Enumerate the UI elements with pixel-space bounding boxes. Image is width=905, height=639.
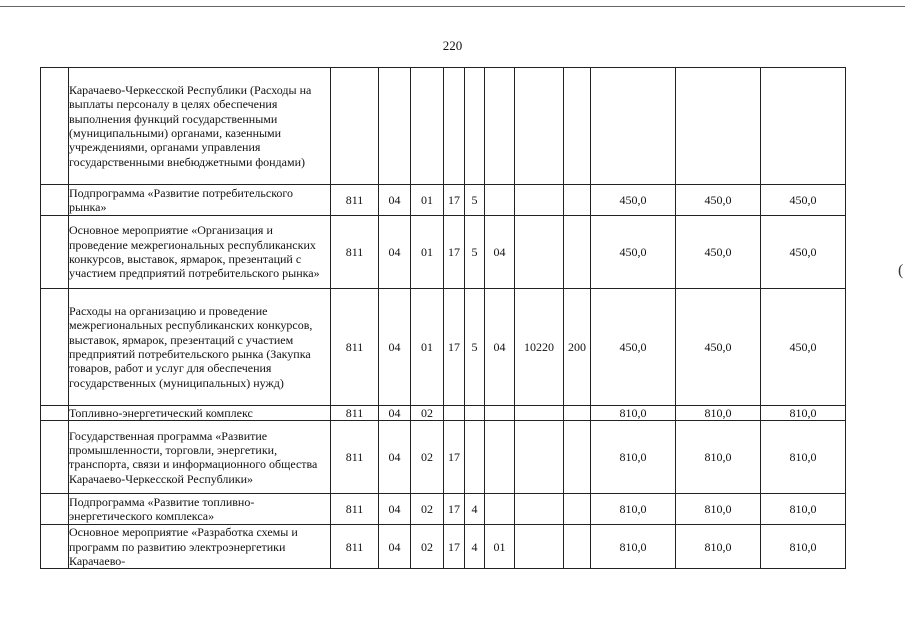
code-cell-c1: 811 — [331, 289, 379, 406]
code-cell-c5: 4 — [465, 494, 485, 525]
code-cell-c4: 17 — [444, 494, 465, 525]
code-cell-c3: 02 — [411, 421, 444, 494]
table-row — [41, 68, 846, 185]
row-name-cell: Подпрограмма «Развитие топливно-энергетического комплекса» — [69, 494, 331, 525]
code-cell-c8 — [564, 525, 591, 569]
amount-cell-a3: 810,0 — [761, 406, 846, 421]
page-number: 220 — [442, 38, 463, 53]
code-cell-c5 — [465, 406, 485, 421]
amount-cell-a2 — [676, 68, 761, 185]
code-cell-c6 — [485, 68, 515, 185]
code-cell-c4: 17 — [444, 421, 465, 494]
code-cell-c8: 200 — [564, 289, 591, 406]
code-cell-c3: 01 — [411, 185, 444, 216]
code-cell-c3: 02 — [411, 406, 444, 421]
table-row — [41, 216, 846, 289]
amount-cell-a2: 810,0 — [676, 494, 761, 525]
row-name-cell: Государственная программа «Развитие промышленности, торговли, энергетики, транспорта, связи и информационного общества Карачаево-Черкесской Республики» — [69, 421, 331, 494]
amount-cell-a3: 810,0 — [761, 525, 846, 569]
table-row — [41, 525, 846, 569]
amount-cell-a1: 450,0 — [591, 289, 676, 406]
code-cell-c4: 17 — [444, 289, 465, 406]
code-cell-c7 — [515, 525, 564, 569]
code-cell-c5 — [465, 68, 485, 185]
code-cell-c4: 17 — [444, 525, 465, 569]
amount-cell-a2: 450,0 — [676, 185, 761, 216]
amount-cell-a1 — [591, 68, 676, 185]
row-number-cell — [41, 68, 69, 185]
table-row — [41, 421, 846, 494]
code-cell-c3: 01 — [411, 216, 444, 289]
code-cell-c1 — [331, 68, 379, 185]
amount-cell-a3: 810,0 — [761, 421, 846, 494]
amount-cell-a1: 450,0 — [591, 216, 676, 289]
code-cell-c2: 04 — [379, 494, 411, 525]
amount-cell-a2: 450,0 — [676, 289, 761, 406]
row-number-cell — [41, 406, 69, 421]
code-cell-c6: 01 — [485, 525, 515, 569]
row-name-cell: Основное мероприятие «Разработка схемы и программ по развитию электроэнергетики Карачаево- — [69, 525, 331, 569]
row-number-cell — [41, 185, 69, 216]
code-cell-c5: 5 — [465, 185, 485, 216]
amount-cell-a2: 810,0 — [676, 525, 761, 569]
code-cell-c7 — [515, 216, 564, 289]
row-name-cell: Карачаево-Черкесской Республики (Расходы на выплаты персоналу в целях обеспечения выполнения функций государственными (муниципальными) органами, казенными учреждениями, органами управления государственными внебюджетными фондами) — [69, 68, 331, 185]
code-cell-c2: 04 — [379, 185, 411, 216]
code-cell-c1: 811 — [331, 185, 379, 216]
code-cell-c5: 5 — [465, 216, 485, 289]
code-cell-c6 — [485, 406, 515, 421]
margin-bracket-mark: ( — [898, 262, 904, 279]
row-number-cell — [41, 421, 69, 494]
code-cell-c7: 10220 — [515, 289, 564, 406]
amount-cell-a3: 450,0 — [761, 289, 846, 406]
row-number-cell — [41, 216, 69, 289]
code-cell-c6: 04 — [485, 289, 515, 406]
code-cell-c6: 04 — [485, 216, 515, 289]
code-cell-c8 — [564, 68, 591, 185]
amount-cell-a3: 450,0 — [761, 185, 846, 216]
amount-cell-a2: 810,0 — [676, 421, 761, 494]
code-cell-c2: 04 — [379, 289, 411, 406]
code-cell-c8 — [564, 216, 591, 289]
code-cell-c2: 04 — [379, 406, 411, 421]
code-cell-c8 — [564, 494, 591, 525]
code-cell-c4: 17 — [444, 185, 465, 216]
code-cell-c7 — [515, 421, 564, 494]
code-cell-c5: 5 — [465, 289, 485, 406]
amount-cell-a3 — [761, 68, 846, 185]
code-cell-c4 — [444, 68, 465, 185]
row-name-cell: Топливно-энергетический комплекс — [69, 406, 331, 421]
code-cell-c1: 811 — [331, 525, 379, 569]
table-row — [41, 185, 846, 216]
code-cell-c2: 04 — [379, 525, 411, 569]
top-border-line — [0, 6, 905, 7]
budget-table — [40, 67, 846, 569]
amount-cell-a1: 810,0 — [591, 494, 676, 525]
code-cell-c3: 02 — [411, 494, 444, 525]
amount-cell-a3: 450,0 — [761, 216, 846, 289]
amount-cell-a1: 450,0 — [591, 185, 676, 216]
code-cell-c7 — [515, 494, 564, 525]
code-cell-c4 — [444, 406, 465, 421]
code-cell-c2: 04 — [379, 421, 411, 494]
row-number-cell — [41, 289, 69, 406]
table-row — [41, 406, 846, 421]
amount-cell-a1: 810,0 — [591, 421, 676, 494]
row-name-cell: Основное мероприятие «Организация и проведение межрегиональных республиканских конкурсов, выставок, ярмарок, презентаций с участием предприятий потребительского рынка» — [69, 216, 331, 289]
code-cell-c8 — [564, 406, 591, 421]
code-cell-c5: 4 — [465, 525, 485, 569]
code-cell-c2 — [379, 68, 411, 185]
code-cell-c6 — [485, 421, 515, 494]
code-cell-c6 — [485, 494, 515, 525]
code-cell-c8 — [564, 421, 591, 494]
code-cell-c5 — [465, 421, 485, 494]
amount-cell-a1: 810,0 — [591, 525, 676, 569]
code-cell-c7 — [515, 406, 564, 421]
code-cell-c4: 17 — [444, 216, 465, 289]
code-cell-c6 — [485, 185, 515, 216]
code-cell-c1: 811 — [331, 421, 379, 494]
amount-cell-a1: 810,0 — [591, 406, 676, 421]
row-number-cell — [41, 494, 69, 525]
code-cell-c2: 04 — [379, 216, 411, 289]
code-cell-c3 — [411, 68, 444, 185]
table-row — [41, 289, 846, 406]
code-cell-c7 — [515, 185, 564, 216]
code-cell-c3: 02 — [411, 525, 444, 569]
code-cell-c8 — [564, 185, 591, 216]
row-name-cell: Подпрограмма «Развитие потребительского рынка» — [69, 185, 331, 216]
code-cell-c3: 01 — [411, 289, 444, 406]
budget-table-body — [41, 68, 846, 569]
amount-cell-a2: 450,0 — [676, 216, 761, 289]
code-cell-c1: 811 — [331, 406, 379, 421]
table-row — [41, 494, 846, 525]
code-cell-c1: 811 — [331, 494, 379, 525]
row-name-cell: Расходы на организацию и проведение межрегиональных республиканских конкурсов, выставок, ярмарок, презентаций с участием предприятий потребительского рынка (Закупка товаров, работ и услуг для обеспечения государственных (муниципальных) нужд) — [69, 289, 331, 406]
code-cell-c1: 811 — [331, 216, 379, 289]
amount-cell-a2: 810,0 — [676, 406, 761, 421]
code-cell-c7 — [515, 68, 564, 185]
row-number-cell — [41, 525, 69, 569]
amount-cell-a3: 810,0 — [761, 494, 846, 525]
